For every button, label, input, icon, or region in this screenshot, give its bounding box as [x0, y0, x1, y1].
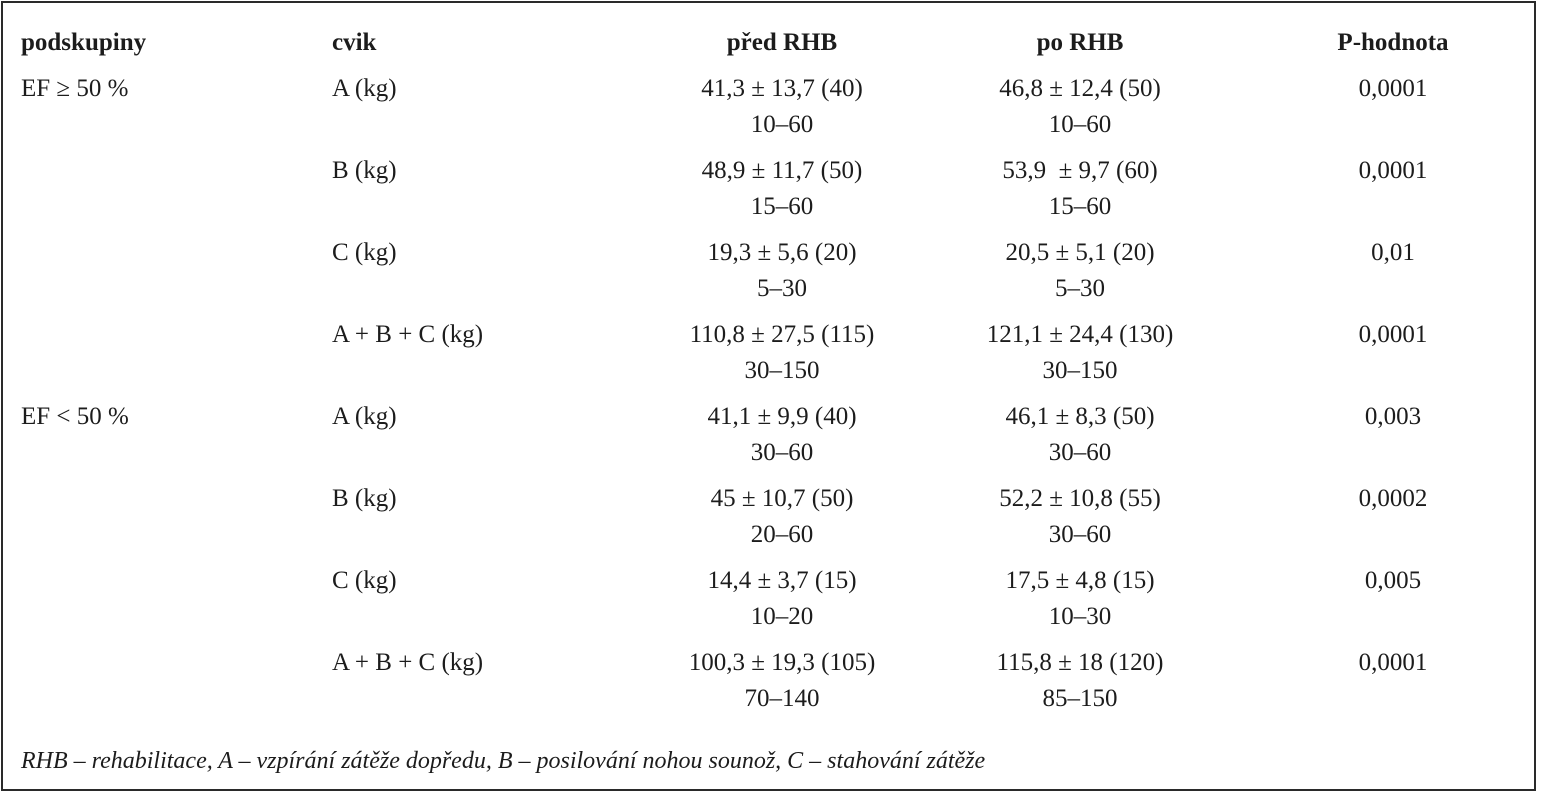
row-pvalue: 0,0001 — [1358, 75, 1428, 102]
row-after — [980, 399, 1180, 471]
after-mean: 121,1 ± 24,4 (130) — [986, 321, 1174, 348]
before-mean: 48,9 ± 11,7 (50) — [701, 157, 863, 184]
after-range: 5–30 — [1055, 275, 1105, 302]
before-range: 15–60 — [750, 193, 814, 220]
header-pvalue: P-hodnota — [1337, 29, 1449, 56]
before-range: 30–60 — [750, 439, 814, 466]
before-mean: 19,3 ± 5,6 (20) — [707, 239, 857, 266]
row-after — [980, 645, 1180, 717]
row-exercise: C (kg) — [332, 239, 397, 266]
after-range: 30–150 — [1042, 357, 1118, 384]
row-before — [682, 399, 882, 471]
row-subgroup: EF ≥ 50 % — [21, 75, 129, 102]
row-after — [980, 153, 1180, 225]
after-mean: 53,9 ± 9,7 (60) — [1002, 157, 1158, 184]
before-mean: 14,4 ± 3,7 (15) — [707, 567, 857, 594]
row-exercise: A (kg) — [332, 403, 397, 430]
row-exercise: B (kg) — [332, 485, 397, 512]
before-range: 70–140 — [744, 685, 820, 712]
after-range: 85–150 — [1042, 685, 1118, 712]
row-pvalue: 0,0002 — [1358, 485, 1428, 512]
row-pvalue: 0,0001 — [1358, 321, 1428, 348]
header-exercise: cvik — [332, 29, 377, 56]
after-range: 10–30 — [1048, 603, 1112, 630]
row-exercise: A + B + C (kg) — [332, 649, 484, 676]
row-after — [980, 481, 1180, 553]
row-before — [682, 317, 882, 389]
before-mean: 100,3 ± 19,3 (105) — [688, 649, 876, 676]
after-mean: 46,1 ± 8,3 (50) — [1005, 403, 1155, 430]
before-range: 10–20 — [750, 603, 814, 630]
row-before — [682, 153, 882, 225]
table-footnote: RHB – rehabilitace, A – vzpírání zátěže dopředu, B – posilování nohou sounož, C – stahování zátěže — [21, 748, 986, 774]
after-mean: 17,5 ± 4,8 (15) — [1005, 567, 1155, 594]
row-pvalue: 0,0001 — [1358, 649, 1428, 676]
before-mean: 45 ± 10,7 (50) — [710, 485, 854, 512]
row-exercise: B (kg) — [332, 157, 397, 184]
after-range: 10–60 — [1048, 111, 1112, 138]
after-range: 30–60 — [1048, 439, 1112, 466]
header-subgroup: podskupiny — [21, 29, 147, 56]
results-table — [1, 1, 1536, 791]
before-range: 5–30 — [757, 275, 807, 302]
after-mean: 46,8 ± 12,4 (50) — [999, 75, 1161, 102]
row-subgroup: EF < 50 % — [21, 403, 129, 430]
after-mean: 115,8 ± 18 (120) — [996, 649, 1164, 676]
row-after — [980, 235, 1180, 307]
row-after — [980, 317, 1180, 389]
row-before — [682, 235, 882, 307]
row-after — [980, 71, 1180, 143]
row-exercise: A (kg) — [332, 75, 397, 102]
header-before: před RHB — [726, 29, 838, 56]
row-before — [682, 71, 882, 143]
row-exercise: C (kg) — [332, 567, 397, 594]
before-mean: 41,1 ± 9,9 (40) — [707, 403, 857, 430]
row-pvalue: 0,0001 — [1358, 157, 1428, 184]
row-before — [682, 481, 882, 553]
row-exercise: A + B + C (kg) — [332, 321, 484, 348]
after-range: 30–60 — [1048, 521, 1112, 548]
row-pvalue: 0,003 — [1364, 403, 1422, 430]
row-before — [682, 563, 882, 635]
row-pvalue: 0,01 — [1371, 239, 1415, 266]
row-before — [682, 645, 882, 717]
header-after: po RHB — [1036, 29, 1124, 56]
before-mean: 41,3 ± 13,7 (40) — [701, 75, 863, 102]
after-range: 15–60 — [1048, 193, 1112, 220]
after-mean: 52,2 ± 10,8 (55) — [999, 485, 1161, 512]
before-range: 20–60 — [750, 521, 814, 548]
row-pvalue: 0,005 — [1364, 567, 1422, 594]
before-mean: 110,8 ± 27,5 (115) — [689, 321, 875, 348]
before-range: 10–60 — [750, 111, 814, 138]
before-range: 30–150 — [744, 357, 820, 384]
row-after — [980, 563, 1180, 635]
after-mean: 20,5 ± 5,1 (20) — [1005, 239, 1155, 266]
